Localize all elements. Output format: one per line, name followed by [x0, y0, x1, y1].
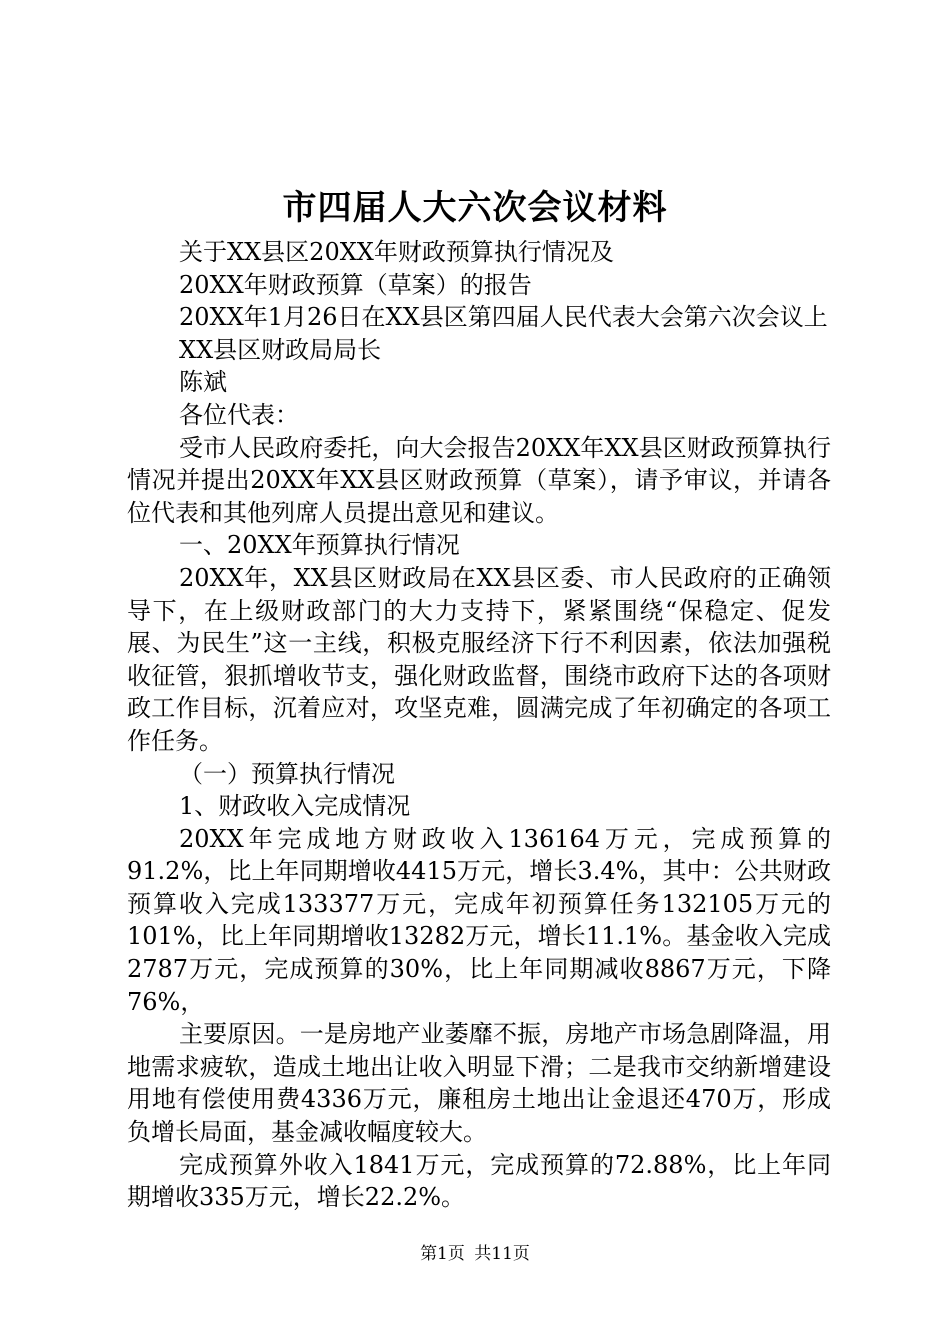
- reasons-paragraph: 主要原因。一是房地产业萎靡不振，房地产市场急剧降温，用地需求疲软，造成土地出让收入明显下滑；二是我市交纳新增建设用地有偿使用费4336万元，廉租房土地出让金退还470万，形成负增长局面，基金减收幅度较大。: [127, 1020, 831, 1147]
- report-date-venue: 20XX年1月26日在XX县区第四届人民代表大会第六次会议上: [179, 303, 828, 332]
- speaker-name: 陈斌: [179, 368, 227, 397]
- report-heading-line-2: 20XX年财政预算（草案）的报告: [179, 270, 532, 299]
- speaker-title: XX县区财政局局长: [179, 335, 382, 364]
- salutation: 各位代表：: [179, 400, 299, 429]
- item-heading-1: 1、财政收入完成情况: [179, 792, 411, 821]
- revenue-paragraph: 20XX年完成地方财政收入136164万元，完成预算的91.2%，比上年同期增收4415万元，增长3.4%，其中：公共财政预算收入完成133377万元，完成年初预算任务132105万元的101%，比上年同期增收13282万元，增长11.1%。基金收入完成2787万元，完成预算的30%，比上年同期减收8867万元，下降76%，: [127, 824, 831, 1016]
- intro-paragraph: 受市人民政府委托，向大会报告20XX年XX县区财政预算执行情况并提出20XX年XX县区财政预算（草案），请予审议，并请各位代表和其他列席人员提出意见和建议。: [127, 433, 831, 527]
- document-body: [127, 236, 831, 1214]
- document-title: 市四届人大六次会议材料: [282, 188, 668, 228]
- section-1-paragraph: 20XX年，XX县区财政局在XX县区委、市人民政府的正确领导下，在上级财政部门的大力支持下，紧紧围绕“保稳定、促发展、为民生”这一主线，积极克服经济下行不利因素，依法加强税收征管，狠抓增收节支，强化财政监督，围绕市政府下达的各项财政工作目标，沉着应对，攻坚克难，圆满完成了年初确定的各项工作任务。: [127, 563, 831, 755]
- report-heading-line-1: 关于XX县区20XX年财政预算执行情况及: [179, 238, 614, 266]
- page-total: 共11页: [474, 1244, 530, 1264]
- page-footer: [0, 1243, 950, 1265]
- extra-budget-paragraph: 完成预算外收入1841万元，完成预算的72.88%，比上年同期增收335万元，增长22.2%。: [127, 1150, 831, 1212]
- subsection-heading-1: （一）预算执行情况: [179, 759, 395, 788]
- page-number: 第1页: [420, 1244, 465, 1264]
- section-heading-1: 一、20XX年预算执行情况: [179, 531, 460, 560]
